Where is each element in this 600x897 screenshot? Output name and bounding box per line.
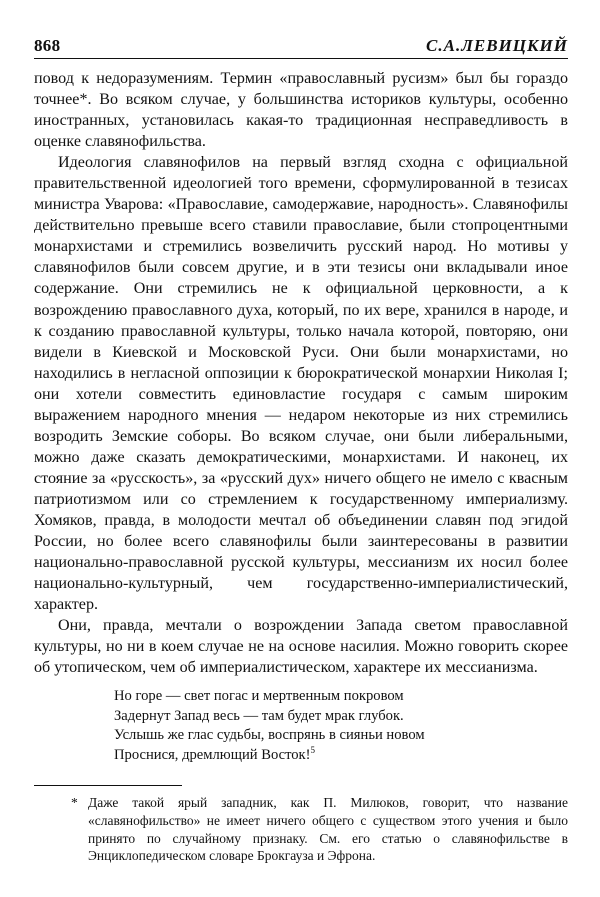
paragraph-1 bbox=[34, 68, 568, 152]
poem-quote bbox=[114, 687, 568, 765]
main-text bbox=[34, 68, 568, 678]
poem-line-4 bbox=[114, 746, 568, 766]
footnote-mark: * bbox=[71, 795, 78, 811]
endnote-reference: 5 bbox=[310, 745, 316, 755]
footnote-reference: * bbox=[79, 91, 88, 109]
poem-line-4-text: Проснися, дремлющий Восток! bbox=[114, 746, 311, 763]
paragraph-1-text-b: . Во всяком случае, у большинства историков культуры, особенно иностранных, установилась какая-то традиционная несправедливость в оценке славянофильства. bbox=[34, 91, 568, 151]
page-number: 868 bbox=[34, 36, 61, 55]
footnote-text: Даже такой ярый западник, как П. Милюков, говорит, что название «славянофильство» не имеет ничего общего с существом этого учения и было принято по случайному признаку. См. его статью о славянофильстве в Энциклопедическом словаре Брокгауза и Эфрона. bbox=[88, 795, 568, 864]
footnote bbox=[34, 794, 568, 864]
header-rule bbox=[34, 58, 568, 59]
paragraph-2: Идеология славянофилов на первый взгляд сходна с официальной правительственной идеологией того времени, сформулированной в тезисах министра Уварова: «Православие, самодержавие, народность». Славянофилы действительно превыше всего ставили православие, были стопроцентными монархистами и стремились возвеличить русский народ. Но мотивы у славянофилов были совсем другие, и в эти тезисы они вкладывали иное содержание. Они стремились не к официальной церковности, а к возрождению православного духа, который, по их вере, хранился в народе, и к созданию православной культуры, только начала которой, повторяю, они видели в Киевской и Московской Руси. Они были монархистами, но находились в негласной оппозиции к бюрократической монархии Николая I; они хотели совместить единовластие государя с самым широким выражением народного мнения — недаром некоторые из них стремились возродить Земские соборы. Во всяком случае, они были либеральными, можно даже сказать демократическими, монархистами. И наконец, их стояние за «русскость», за «русский дух» ничего общего не имело с квасным патриотизмом или со стремлением к государственному империализму. Хомяков, правда, в молодости мечтал об объединении славян под эгидой России, но более всего славянофилы были заинтересованы в развитии национально-православной русской культуры, мессианизм их носил более национально-культурный, чем государственно-империалистический, характер. bbox=[34, 154, 568, 614]
book-page bbox=[34, 32, 568, 865]
poem-line-2: Задернут Запад весь — там будет мрак глубок. bbox=[114, 707, 404, 724]
poem-line-1: Но горе — свет погас и мертвенным покровом bbox=[114, 688, 404, 705]
footnote-rule bbox=[34, 785, 182, 786]
running-head: С.А.ЛЕВИЦКИЙ bbox=[426, 36, 568, 55]
paragraph-3: Они, правда, мечтали о возрождении Запада светом православной культуры, но ни в коем случае не на основе насилия. Можно говорить скорее об утопическом, чем об империалистическом, характере их мессианизма. bbox=[34, 617, 568, 677]
poem-line-3: Услышь же глас судьбы, воспрянь в сияньи новом bbox=[114, 727, 425, 744]
page-header bbox=[34, 32, 568, 56]
paragraph-1-text-a: повод к недоразумениям. Термин «православный русизм» был бы гораздо точнее bbox=[34, 70, 568, 109]
